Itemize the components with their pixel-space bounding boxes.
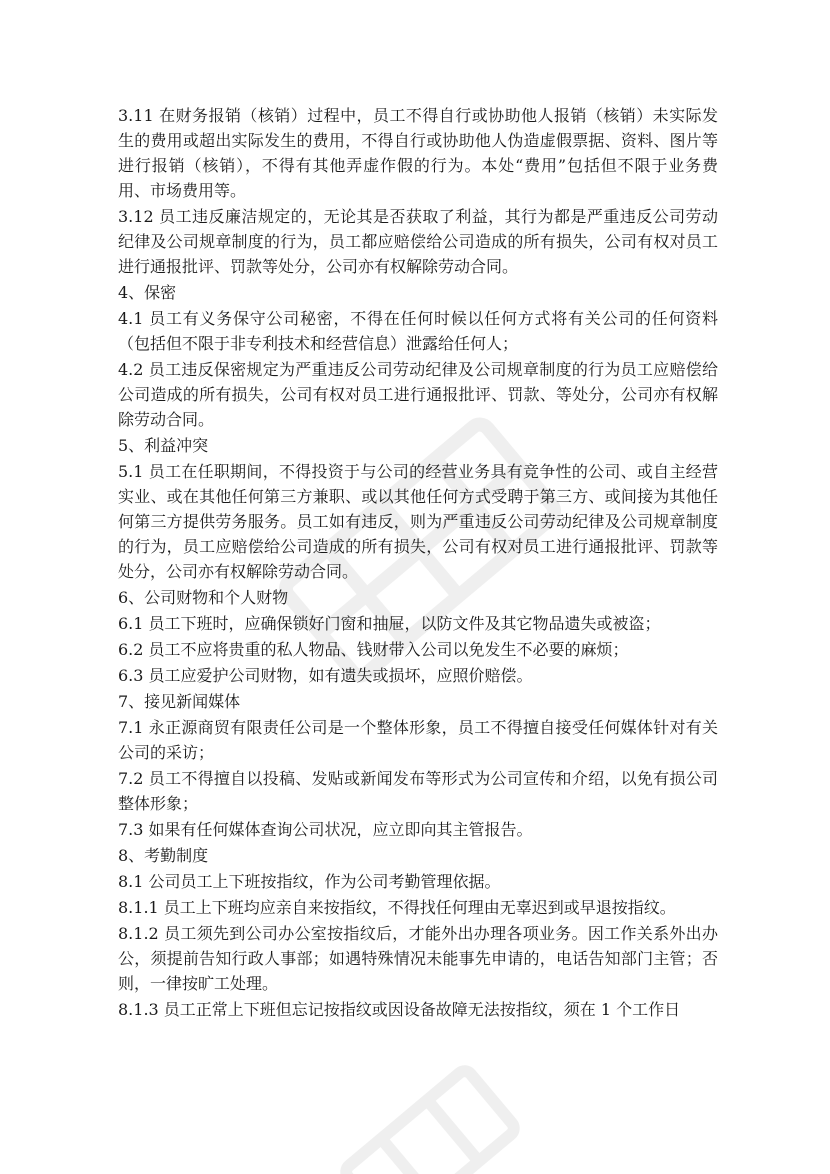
section-heading-8: 8、考勤制度 [118, 846, 209, 865]
clause-3-11: 3.11 在财务报销（核销）过程中，员工不得自行或协助他人报销（核销）未实际发生的费用或超出实际发生的费用，不得自行或协助他人伪造虚假票据、资料、图片等进行报销（核销），不得有其他弄虚作假的行为。本处“费用”包括但不限于业务费用、市场费用等。 [118, 106, 718, 200]
clause-7-2: 7.2 员工不得擅自以投稿、发贴或新闻发布等形式为公司宣传和介绍，以免有损公司整体形象； [118, 769, 718, 813]
section-heading-7: 7、接见新闻媒体 [118, 692, 241, 711]
clause-4-2: 4.2 员工违反保密规定为严重违反公司劳动纪律及公司规章制度的行为员工应赔偿给公司造成的所有损失，公司有权对员工进行通报批评、罚款、等处分，公司亦有权解除劳动合同。 [118, 360, 718, 429]
clause-4-1: 4.1 员工有义务保守公司秘密，不得在任何时候以任何方式将有关公司的任何资料（包括但不限于非专利技术和经营信息）泄露给任何人； [118, 309, 718, 353]
clause-8-1: 8.1 公司员工上下班按指纹，作为公司考勤管理依据。 [118, 872, 501, 891]
watermark-logo-icon [330, 1050, 530, 1174]
section-heading-4: 4、保密 [118, 283, 177, 302]
section-heading-6: 6、公司财物和个人财物 [118, 588, 289, 607]
clause-8-1-1: 8.1.1 员工上下班均应亲自来按指纹，不得找任何理由无辜迟到或早退按指纹。 [118, 898, 676, 917]
clause-5-1: 5.1 员工在任职期间，不得投资于与公司的经营业务具有竞争性的公司、或自主经营实业、或在其他任何第三方兼职、或以其他任何方式受聘于第三方、或间接为其他任何第三方提供劳务服务。员工如有违反，则为严重违反公司劳动纪律及公司规章制度的行为，员工应赔偿给公司造成的所有损失，公司有权对员工进行通报批评、罚款等处分，公司亦有权解除劳动合同。 [118, 462, 718, 581]
clause-3-12: 3.12 员工违反廉洁规定的，无论其是否获取了利益，其行为都是严重违反公司劳动纪律及公司规章制度的行为，员工都应赔偿给公司造成的所有损失，公司有权对员工进行通报批评、罚款等处分，公司亦有权解除劳动合同。 [118, 207, 718, 276]
clause-6-3: 6.3 员工应爱护公司财物，如有遗失或损坏，应照价赔偿。 [118, 666, 533, 685]
section-heading-5: 5、利益冲突 [118, 436, 209, 455]
clause-7-1: 7.1 永正源商贸有限责任公司是一个整体形象，员工不得擅自接受任何媒体针对有关公司的采访； [118, 718, 718, 762]
clause-7-3: 7.3 如果有任何媒体查询公司状况，应立即向其主管报告。 [118, 820, 533, 839]
clause-8-1-3: 8.1.3 员工正常上下班但忘记按指纹或因设备故障无法按指纹，须在 1 个工作日 [118, 1000, 681, 1019]
clause-8-1-2: 8.1.2 员工须先到公司办公室按指纹后，才能外出办理各项业务。因工作关系外出办公，须提前告知行政人事部；如遇特殊情况未能事先申请的，电话告知部门主管；否则，一律按旷工处理。 [118, 924, 718, 993]
clause-6-2: 6.2 员工不应将贵重的私人物品、钱财带入公司以免发生不必要的麻烦； [118, 640, 629, 659]
document-body [118, 103, 718, 1023]
clause-6-1: 6.1 员工下班时，应确保锁好门窗和抽屉，以防文件及其它物品遗失或被盗； [118, 614, 661, 633]
